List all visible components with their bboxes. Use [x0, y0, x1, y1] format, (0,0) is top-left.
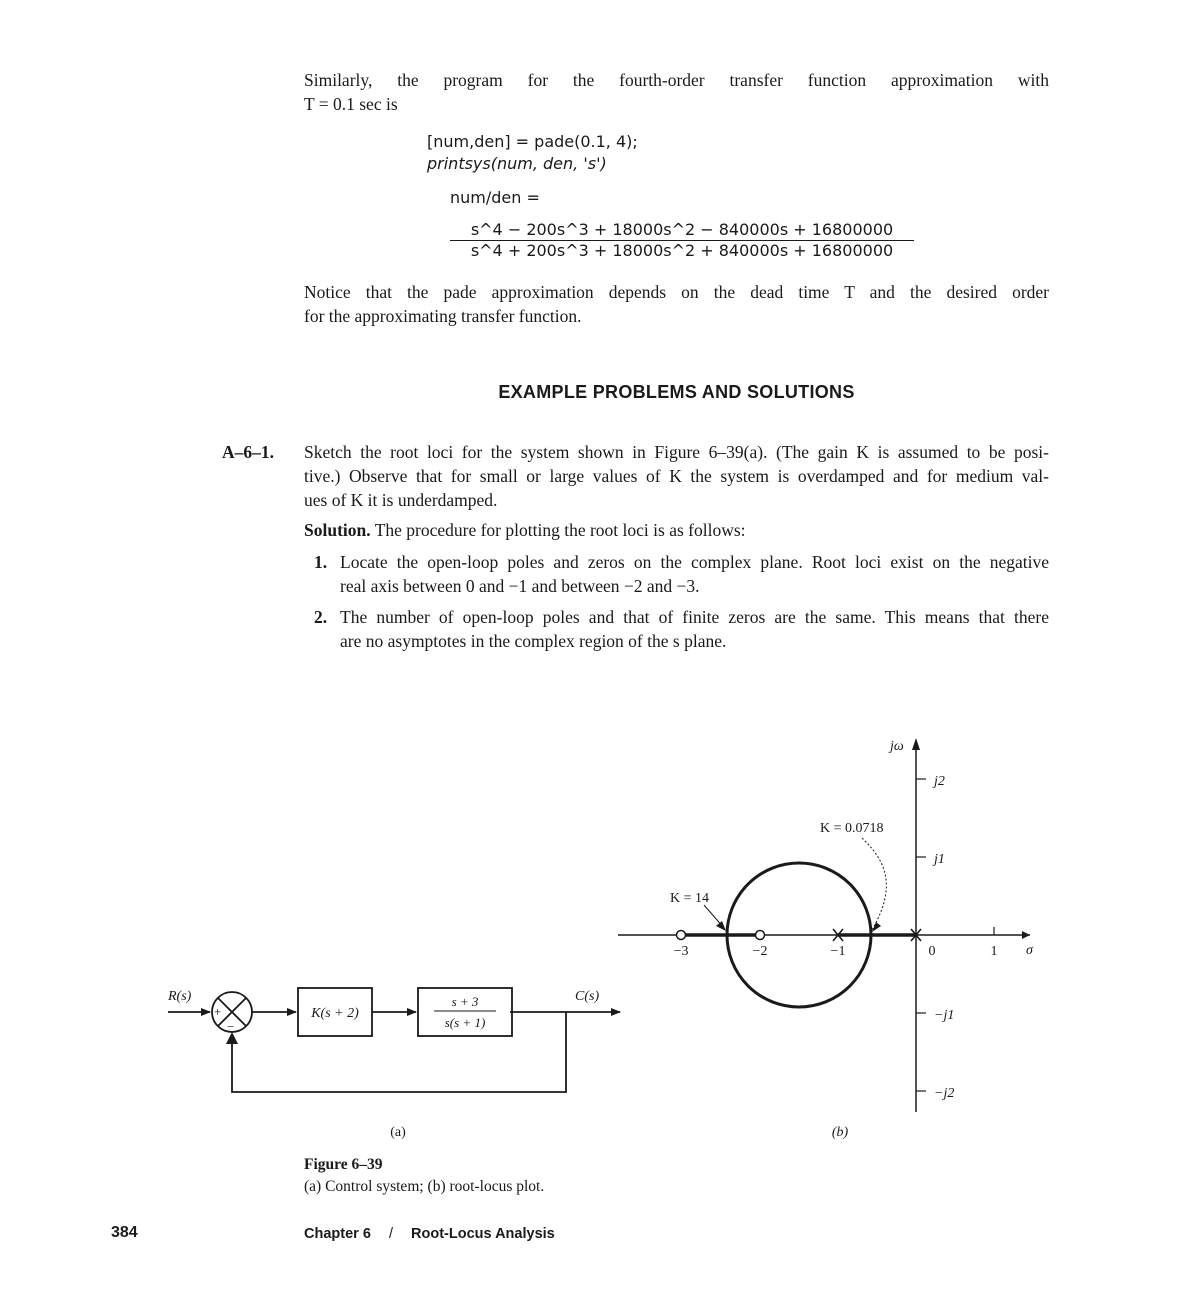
input-label: R(s) — [168, 989, 192, 1004]
minus-sign: − — [227, 1019, 235, 1034]
step-2-line-2: are no asymptotes in the complex region of the s plane. — [340, 631, 727, 651]
real-tick-minus3: −3 — [673, 944, 689, 959]
figure-caption-text: (a) Control system; (b) root-locus plot. — [304, 1178, 545, 1195]
problem-number: A–6–1. — [222, 442, 275, 462]
intro-line-2: T = 0.1 sec is — [304, 94, 398, 114]
feedback-path — [232, 1012, 566, 1092]
output-label: C(s) — [575, 989, 600, 1004]
small-k-leader-arrowhead — [872, 922, 881, 932]
annotation-small-k: K = 0.0718 — [820, 821, 884, 836]
step-1-line-2: real axis between 0 and −1 and between −2 and −3. — [340, 576, 700, 596]
large-k-leader-arrowhead — [716, 921, 726, 931]
annotation-large-k: K = 14 — [670, 891, 710, 906]
figure-a-label: (a) — [390, 1125, 406, 1140]
block-2-denominator: s(s + 1) — [444, 1015, 486, 1030]
plus-sign: + — [214, 1004, 222, 1019]
problem-line-2: tive.) Observe that for small or large values of K the system is overdamped and for medium val- — [304, 466, 1049, 486]
imag-axis-label: jω — [890, 739, 904, 754]
block-diagram — [168, 988, 620, 1092]
block-1-label: K(s + 2) — [311, 1006, 359, 1021]
problem-line-1: Sketch the root loci for the system shown in Figure 6–39(a). (The gain K is assumed to be posi- — [304, 442, 1049, 462]
footer-separator: / — [388, 1226, 393, 1242]
code-numerator: s^4 − 200s^3 + 18000s^2 − 840000s + 16800000 — [450, 220, 914, 241]
step-1-number: 1. — [314, 552, 328, 572]
footer-chapter-title: Root-Locus Analysis — [411, 1226, 555, 1242]
figure-caption — [304, 1154, 544, 1198]
real-tick-minus1: −1 — [830, 944, 846, 959]
imag-tick-neg-j1: −j1 — [934, 1008, 955, 1023]
imag-tick-j2: j2 — [934, 774, 945, 789]
real-tick-0: 0 — [928, 944, 936, 959]
intro-line-1: Similarly, the program for the fourth-order transfer function approximation with — [304, 70, 1049, 90]
step-2-line-1: The number of open-loop poles and that of finite zeros are the same. This means that there — [340, 607, 1049, 627]
step-2-number: 2. — [314, 607, 328, 627]
notice-line-1: Notice that the pade approximation depends on the dead time T and the desired order — [304, 282, 1049, 302]
imag-tick-neg-j2: −j2 — [934, 1086, 955, 1101]
zero-marker-minus3 — [677, 931, 686, 940]
real-tick-1: 1 — [990, 944, 998, 959]
solution-label: Solution. — [304, 520, 371, 540]
zero-marker-minus2 — [756, 931, 765, 940]
step-1-line-1: Locate the open-loop poles and zeros on the complex plane. Root loci exist on the negative — [340, 552, 1049, 572]
running-footer — [304, 1226, 555, 1242]
footer-chapter: Chapter 6 — [304, 1226, 371, 1242]
figure-caption-title: Figure 6–39 — [304, 1156, 383, 1173]
real-tick-minus2: −2 — [752, 944, 768, 959]
code-output-label: num/den = — [450, 188, 540, 207]
real-axis-arrowhead — [1022, 931, 1030, 939]
page-number: 384 — [111, 1224, 138, 1241]
block-2-numerator: s + 3 — [451, 994, 479, 1009]
imag-axis-arrowhead — [912, 738, 920, 750]
code-denominator: s^4 + 200s^3 + 18000s^2 + 840000s + 16800000 — [470, 241, 894, 260]
small-k-leader — [862, 838, 886, 930]
root-locus-plot — [618, 738, 1034, 1140]
real-axis-label: σ — [1026, 943, 1033, 958]
figure-b-label: (b) — [831, 1125, 849, 1140]
problem-line-3: ues of K it is underdamped. — [304, 490, 498, 510]
imag-tick-j1: j1 — [934, 852, 945, 867]
section-heading: EXAMPLE PROBLEMS AND SOLUTIONS — [498, 382, 855, 402]
code-line-2: printsys(num, den, 's') — [427, 154, 607, 173]
notice-line-2: for the approximating transfer function. — [304, 306, 582, 326]
code-line-1: [num,den] = pade(0.1, 4); — [427, 132, 638, 151]
solution-text: The procedure for plotting the root loci is as follows: — [374, 520, 746, 540]
